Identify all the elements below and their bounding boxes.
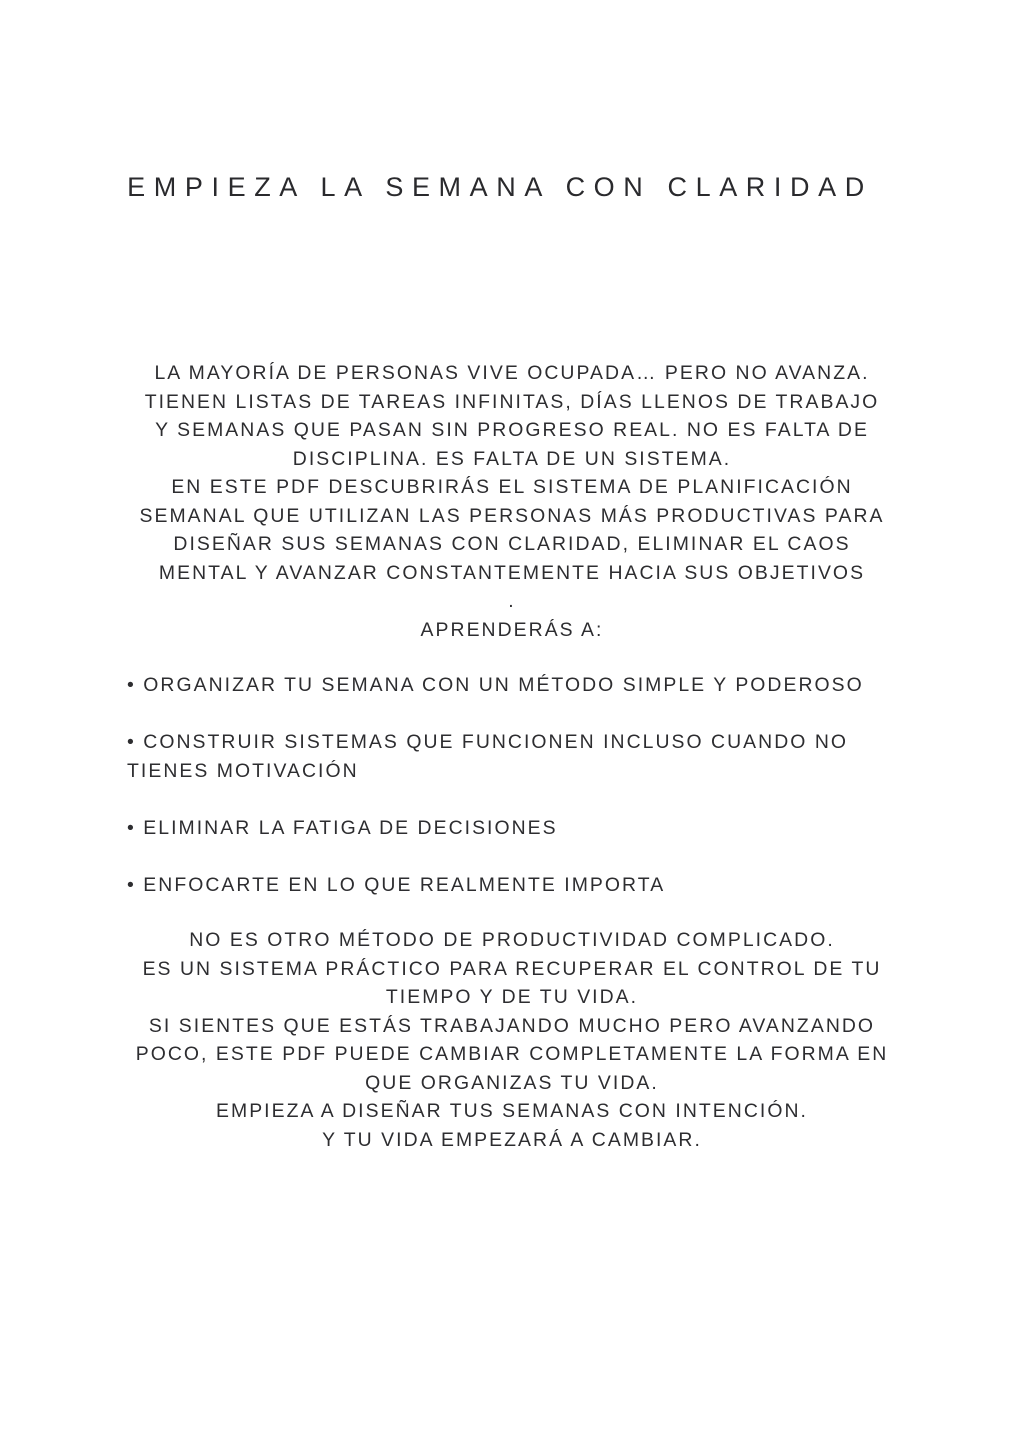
bullet-item (127, 871, 927, 900)
intro-line: DISEÑAR SUS SEMANAS CON CLARIDAD, ELIMINAR EL CAOS (173, 533, 851, 555)
bullet-text: • ELIMINAR LA FATIGA DE DECISIONES (127, 816, 558, 839)
bullet-item (127, 728, 927, 785)
closing-line: TIEMPO Y DE TU VIDA. (385, 986, 639, 1008)
closing-line: SI SIENTES QUE ESTÁS TRABAJANDO MUCHO PERO AVANZANDO (148, 1014, 876, 1037)
bullet-text: • ENFOCARTE EN LO QUE REALMENTE IMPORTA (127, 873, 666, 896)
intro-line: TIENEN LISTAS DE TAREAS INFINITAS, DÍAS LLENOS DE TRABAJO (144, 390, 880, 413)
page-title: EMPIEZA LA SEMANA CON CLARIDAD (127, 172, 873, 202)
bullet-item (127, 671, 927, 700)
closing-line: QUE ORGANIZAS TU VIDA. (365, 1071, 659, 1094)
closing-line: EMPIEZA A DISEÑAR TUS SEMANAS CON INTENCIÓN. (216, 1100, 808, 1122)
intro-line: EN ESTE PDF DESCUBRIRÁS EL SISTEMA DE PLANIFICACIÓN (171, 476, 853, 498)
intro-line: SEMANAL QUE UTILIZAN LAS PERSONAS MÁS PRODUCTIVAS PARA (139, 504, 885, 527)
bullet-text: • CONSTRUIR SISTEMAS QUE FUNCIONEN INCLUSO CUANDO NO (127, 731, 849, 753)
intro-line: DISCIPLINA. ES FALTA DE UN SISTEMA. (292, 447, 732, 470)
intro-line-period: . (508, 590, 516, 612)
bullet-text: TIENES MOTIVACIÓN (127, 759, 359, 782)
closing-line: ES UN SISTEMA PRÁCTICO PARA RECUPERAR EL CONTROL DE TU (142, 957, 882, 980)
intro-line: MENTAL Y AVANZAR CONSTANTEMENTE HACIA SUS OBJETIVOS (158, 561, 866, 584)
intro-line: Y SEMANAS QUE PASAN SIN PROGRESO REAL. NO ES FALTA DE (155, 419, 869, 441)
intro-line: LA MAYORÍA DE PERSONAS VIVE OCUPADA… PERO NO AVANZA. (154, 362, 870, 384)
intro-paragraph (112, 359, 912, 644)
learn-heading: APRENDERÁS A: (420, 618, 604, 641)
closing-line: Y TU VIDA EMPEZARÁ A CAMBIAR. (322, 1128, 702, 1151)
closing-paragraph (112, 926, 912, 1154)
bullet-text: • ORGANIZAR TU SEMANA CON UN MÉTODO SIMPLE Y PODEROSO (127, 674, 864, 696)
bullet-item (127, 814, 927, 843)
bullet-list (127, 671, 927, 899)
closing-line: POCO, ESTE PDF PUEDE CAMBIAR COMPLETAMENTE LA FORMA EN (135, 1043, 889, 1065)
closing-line: NO ES OTRO MÉTODO DE PRODUCTIVIDAD COMPLICADO. (189, 929, 835, 951)
